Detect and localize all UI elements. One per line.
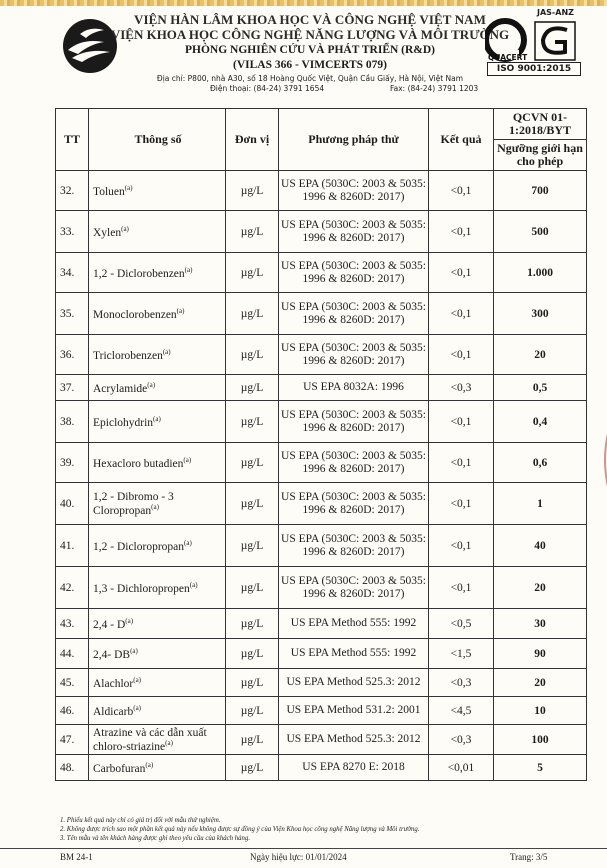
param-footnote-mark: (a): [176, 306, 185, 315]
row-param: [89, 525, 226, 567]
row-unit: µg/L: [226, 609, 279, 639]
row-param: [89, 755, 226, 781]
row-method: US EPA (5030C: 2003 & 5035: 1996 & 8260D: 2017): [279, 253, 429, 293]
param-footnote-mark: (a): [153, 414, 161, 423]
row-result: <0,5: [429, 609, 494, 639]
header-line4: (VILAS 366 - VIMCERTS 079): [232, 59, 387, 71]
row-tt: 43.: [56, 609, 89, 639]
param-footnote-mark: (a): [189, 580, 198, 589]
row-param: [89, 639, 226, 669]
row-result: <0,1: [429, 483, 494, 525]
table-row: [56, 725, 587, 755]
row-result: <0,3: [429, 725, 494, 755]
param-footnote-mark: (a): [133, 675, 142, 684]
row-unit: µg/L: [226, 211, 279, 253]
row-method: US EPA Method 555: 1992: [279, 639, 429, 669]
header-qcvn: [494, 109, 587, 171]
footnote-2: 2. Không được trích sao một phần kết quả này nếu không được sự đồng ý của Viện Khoa học công nghệ Năng lượng và Môi trường.: [60, 826, 420, 833]
row-param: [89, 443, 226, 483]
param-name: Alachlor: [93, 677, 134, 690]
results-table: [55, 108, 587, 781]
row-limit: 700: [494, 171, 587, 211]
partial-stamp-icon: [590, 400, 607, 520]
row-unit: µg/L: [226, 755, 279, 781]
header-result: Kết quả: [429, 109, 494, 171]
param-name: 1,2 - Dicloropropan: [93, 540, 185, 553]
row-limit: 20: [494, 567, 587, 609]
table-row: [56, 375, 587, 401]
row-limit: 1: [494, 483, 587, 525]
param-footnote-mark: (a): [162, 347, 171, 356]
table-row: [56, 755, 587, 781]
row-tt: 37.: [56, 375, 89, 401]
table-row: [56, 669, 587, 697]
row-param: [89, 253, 226, 293]
row-unit: µg/L: [226, 171, 279, 211]
param-footnote-mark: (a): [130, 646, 138, 655]
row-tt: 46.: [56, 697, 89, 725]
row-param: [89, 335, 226, 375]
row-unit: µg/L: [226, 335, 279, 375]
row-param: [89, 375, 226, 401]
row-unit: µg/L: [226, 639, 279, 669]
row-param: [89, 483, 226, 525]
table-row: [56, 639, 587, 669]
footnote-1: 1. Phiếu kết quả này chỉ có giá trị đối với mẫu thử nghiệm.: [60, 817, 221, 824]
param-name: Acrylamide: [93, 382, 148, 395]
table-row: [56, 253, 587, 293]
row-limit: 10: [494, 697, 587, 725]
row-tt: 38.: [56, 401, 89, 443]
row-method: US EPA (5030C: 2003 & 5035: 1996 & 8260D: 2017): [279, 443, 429, 483]
row-param: [89, 609, 226, 639]
param-footnote-mark: (a): [124, 183, 133, 192]
row-method: US EPA 8032A: 1996: [279, 375, 429, 401]
row-unit: µg/L: [226, 375, 279, 401]
row-method: US EPA Method 525.3: 2012: [279, 725, 429, 755]
header-fax: Fax: (84-24) 3791 1203: [390, 84, 479, 93]
row-tt: 33.: [56, 211, 89, 253]
header-address: Địa chỉ: P800, nhà A30, số 18 Hoàng Quốc Việt, Quận Cầu Giấy, Hà Nội, Việt Nam: [156, 74, 464, 83]
row-param: [89, 293, 226, 335]
param-name: Carbofuran: [93, 762, 146, 775]
row-limit: 100: [494, 725, 587, 755]
row-method: US EPA (5030C: 2003 & 5035: 1996 & 8260D: 2017): [279, 525, 429, 567]
table-row: [56, 211, 587, 253]
param-footnote-mark: (a): [121, 224, 129, 233]
row-limit: 1.000: [494, 253, 587, 293]
row-result: <4,5: [429, 697, 494, 725]
row-unit: µg/L: [226, 253, 279, 293]
table-row: [56, 567, 587, 609]
row-unit: µg/L: [226, 697, 279, 725]
row-result: <0,1: [429, 401, 494, 443]
row-limit: 300: [494, 293, 587, 335]
page-number: Trang: 3/5: [510, 852, 548, 862]
table-row: [56, 609, 587, 639]
row-result: <0,3: [429, 669, 494, 697]
row-tt: 45.: [56, 669, 89, 697]
row-method: US EPA Method 555: 1992: [279, 609, 429, 639]
row-param: [89, 401, 226, 443]
param-name: Xylen: [93, 226, 122, 239]
row-result: <0,1: [429, 293, 494, 335]
row-tt: 41.: [56, 525, 89, 567]
param-name: Aldicarb: [93, 705, 134, 718]
jas-anz-label: JAS-ANZ: [537, 8, 574, 17]
top-decorative-border: [0, 0, 607, 6]
header-param: Thông số: [89, 109, 226, 171]
row-unit: µg/L: [226, 669, 279, 697]
row-tt: 34.: [56, 253, 89, 293]
row-param: [89, 171, 226, 211]
row-method: US EPA (5030C: 2003 & 5035: 1996 & 8260D: 2017): [279, 171, 429, 211]
param-name: 1,2 - Dibromo - 3 Cloropropan: [93, 490, 174, 517]
form-code: BM 24-1: [60, 852, 93, 862]
table-row: [56, 401, 587, 443]
header-phone: Điện thoại: (84-24) 3791 1654: [210, 84, 325, 93]
param-name: Monoclorobenzen: [93, 308, 177, 321]
header-line2: VIỆN KHOA HỌC CÔNG NGHỆ NĂNG LƯỢNG VÀ MÔI TRƯỜNG: [110, 27, 510, 42]
row-method: US EPA Method 531.2: 2001: [279, 697, 429, 725]
row-method: US EPA (5030C: 2003 & 5035: 1996 & 8260D: 2017): [279, 293, 429, 335]
row-result: <0,1: [429, 253, 494, 293]
row-param: [89, 567, 226, 609]
row-method: US EPA (5030C: 2003 & 5035: 1996 & 8260D: 2017): [279, 335, 429, 375]
row-limit: 500: [494, 211, 587, 253]
row-limit: 90: [494, 639, 587, 669]
param-footnote-mark: (a): [184, 538, 192, 547]
row-tt: 42.: [56, 567, 89, 609]
table-row: [56, 335, 587, 375]
header-method: Phương pháp thử: [279, 109, 429, 171]
row-unit: µg/L: [226, 401, 279, 443]
param-name: Atrazine và các dẫn xuất chloro-striazine: [93, 726, 207, 753]
row-unit: µg/L: [226, 483, 279, 525]
param-footnote-mark: (a): [183, 455, 192, 464]
footnotes: [60, 816, 580, 843]
row-result: <0,1: [429, 335, 494, 375]
header-unit: Đơn vị: [226, 109, 279, 171]
row-unit: µg/L: [226, 725, 279, 755]
table-row: [56, 483, 587, 525]
param-name: 2,4 - D: [93, 618, 126, 631]
param-footnote-mark: (a): [151, 502, 159, 511]
table-row: [56, 443, 587, 483]
row-tt: 36.: [56, 335, 89, 375]
table-row: [56, 525, 587, 567]
param-name: 2,4- DB: [93, 648, 131, 661]
param-footnote-mark: (a): [145, 760, 154, 769]
param-footnote-mark: (a): [147, 380, 156, 389]
row-limit: 0,6: [494, 443, 587, 483]
row-param: [89, 669, 226, 697]
table-row: [56, 697, 587, 725]
row-method: US EPA (5030C: 2003 & 5035: 1996 & 8260D: 2017): [279, 211, 429, 253]
row-result: <0,3: [429, 375, 494, 401]
row-method: US EPA Method 525.3: 2012: [279, 669, 429, 697]
row-tt: 47.: [56, 725, 89, 755]
header-line1: VIỆN HÀN LÂM KHOA HỌC VÀ CÔNG NGHỆ VIỆT NAM: [133, 12, 487, 27]
row-method: US EPA (5030C: 2003 & 5035: 1996 & 8260D: 2017): [279, 567, 429, 609]
header-limit-label: Ngưỡng giới hạn cho phép: [497, 141, 583, 168]
row-result: <0,1: [429, 443, 494, 483]
param-footnote-mark: (a): [165, 738, 173, 747]
row-param: [89, 211, 226, 253]
row-method: US EPA 8270 E: 2018: [279, 755, 429, 781]
row-unit: µg/L: [226, 567, 279, 609]
param-footnote-mark: (a): [184, 265, 193, 274]
param-footnote-mark: (a): [125, 616, 134, 625]
header-line3: PHÒNG NGHIÊN CỨU VÀ PHÁT TRIỂN (R&D): [184, 44, 436, 56]
row-limit: 20: [494, 335, 587, 375]
row-tt: 44.: [56, 639, 89, 669]
table-row: [56, 293, 587, 335]
row-unit: µg/L: [226, 293, 279, 335]
iso-badge: ISO 9001:2015: [487, 62, 581, 76]
row-result: <0,1: [429, 525, 494, 567]
row-tt: 39.: [56, 443, 89, 483]
row-method: US EPA (5030C: 2003 & 5035: 1996 & 8260D: 2017): [279, 401, 429, 443]
footnote-3: 3. Tên mẫu và tên khách hàng được ghi theo yêu cầu của khách hàng.: [60, 835, 251, 842]
quacert-label: QUACERT: [488, 53, 528, 62]
header-qcvn-label: QCVN 01-1:2018/BYT: [494, 109, 586, 140]
row-limit: 20: [494, 669, 587, 697]
row-tt: 35.: [56, 293, 89, 335]
param-name: Hexacloro butadien: [93, 457, 184, 470]
row-limit: 0,5: [494, 375, 587, 401]
header-tt: TT: [56, 109, 89, 171]
row-result: <0,1: [429, 567, 494, 609]
param-footnote-mark: (a): [133, 703, 142, 712]
row-result: <0,01: [429, 755, 494, 781]
param-name: Epiclohydrin: [93, 416, 154, 429]
row-param: [89, 725, 226, 755]
row-limit: 5: [494, 755, 587, 781]
row-limit: 0,4: [494, 401, 587, 443]
param-name: 1,2 - Diclorobenzen: [93, 267, 185, 280]
row-unit: µg/L: [226, 525, 279, 567]
table-row: [56, 171, 587, 211]
param-name: Toluen: [93, 185, 125, 198]
row-param: [89, 697, 226, 725]
param-name: 1,3 - Dichloropropen: [93, 582, 190, 595]
param-name: Triclorobenzen: [93, 349, 163, 362]
row-result: <0,1: [429, 171, 494, 211]
row-limit: 30: [494, 609, 587, 639]
footer-divider: [0, 848, 607, 849]
row-result: <1,5: [429, 639, 494, 669]
row-limit: 40: [494, 525, 587, 567]
valid-date: Ngày hiệu lực: 01/01/2024: [250, 852, 347, 862]
row-tt: 32.: [56, 171, 89, 211]
row-method: US EPA (5030C: 2003 & 5035: 1996 & 8260D: 2017): [279, 483, 429, 525]
row-result: <0,1: [429, 211, 494, 253]
row-unit: µg/L: [226, 443, 279, 483]
row-tt: 40.: [56, 483, 89, 525]
row-tt: 48.: [56, 755, 89, 781]
